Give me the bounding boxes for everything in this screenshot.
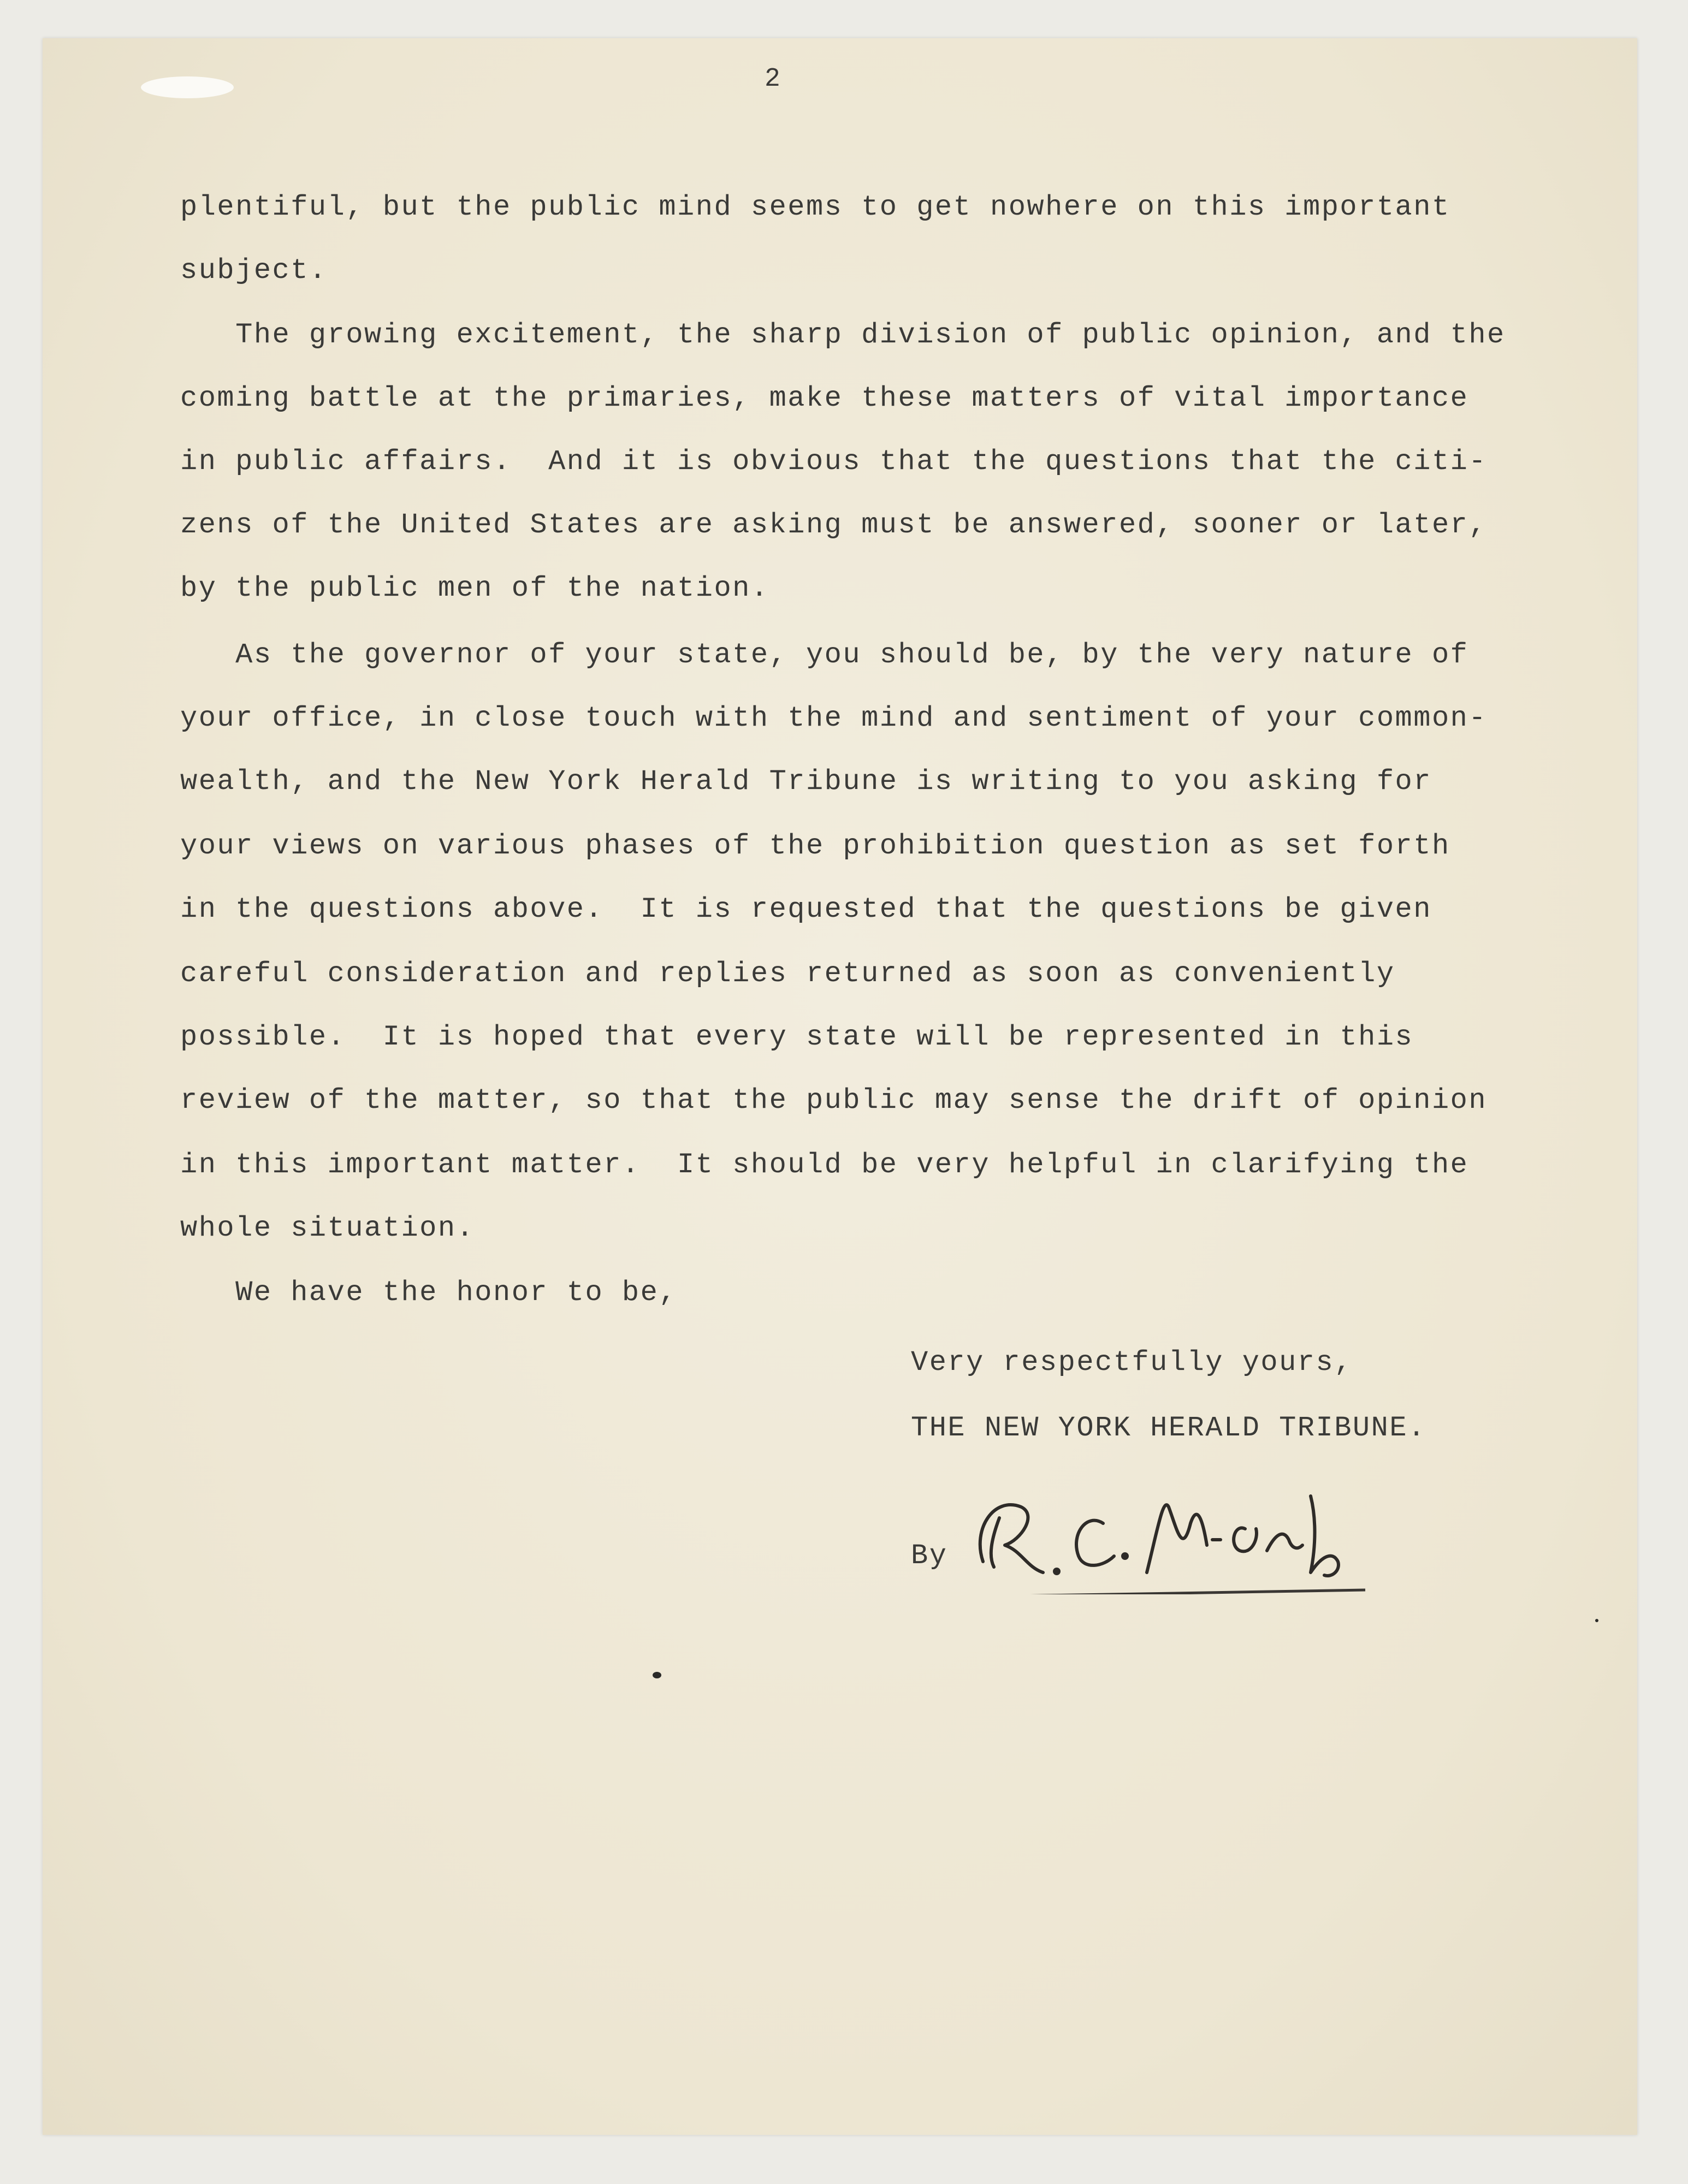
ink-speck — [653, 1672, 661, 1678]
body-line: whole situation. — [180, 1212, 475, 1244]
body-line: in public affairs. And it is obvious that the questions that the citi- — [180, 446, 1488, 478]
body-line: wealth, and the New York Herald Tribune is writing to you asking for — [180, 765, 1432, 798]
paper-blemish — [141, 76, 234, 98]
body-line: plentiful, but the public mind seems to get nowhere on this important — [180, 191, 1450, 223]
by-label: By — [911, 1540, 948, 1572]
ink-speck — [1595, 1619, 1598, 1622]
body-line: your office, in close touch with the mind and sentiment of your common- — [180, 702, 1488, 734]
page-number: 2 — [765, 64, 782, 94]
body-line: zens of the United States are asking must be answered, sooner or later, — [180, 509, 1488, 541]
body-line: possible. It is hoped that every state will be represented in this — [180, 1021, 1414, 1053]
body-line: We have the honor to be, — [180, 1277, 678, 1309]
body-line: in this important matter. It should be very helpful in clarifying the — [180, 1149, 1469, 1181]
body-line: by the public men of the nation. — [180, 572, 769, 604]
body-line: subject. — [180, 254, 328, 287]
organization-name: THE NEW YORK HERALD TRIBUNE. — [911, 1412, 1426, 1444]
body-line: your views on various phases of the prohibition question as set forth — [180, 830, 1450, 862]
body-line: careful consideration and replies returned as soon as conveniently — [180, 958, 1395, 990]
valediction: Very respectfully yours, — [911, 1346, 1353, 1379]
body-line: coming battle at the primaries, make these matters of vital importance — [180, 382, 1469, 414]
body-line: As the governor of your state, you should be, by the very nature of — [180, 639, 1469, 671]
body-line: The growing excitement, the sharp division of public opinion, and the — [180, 319, 1506, 351]
body-line: in the questions above. It is requested that the questions be given — [180, 893, 1432, 925]
body-line: review of the matter, so that the public may sense the drift of opinion — [180, 1084, 1488, 1117]
handwritten-signature — [961, 1463, 1376, 1594]
